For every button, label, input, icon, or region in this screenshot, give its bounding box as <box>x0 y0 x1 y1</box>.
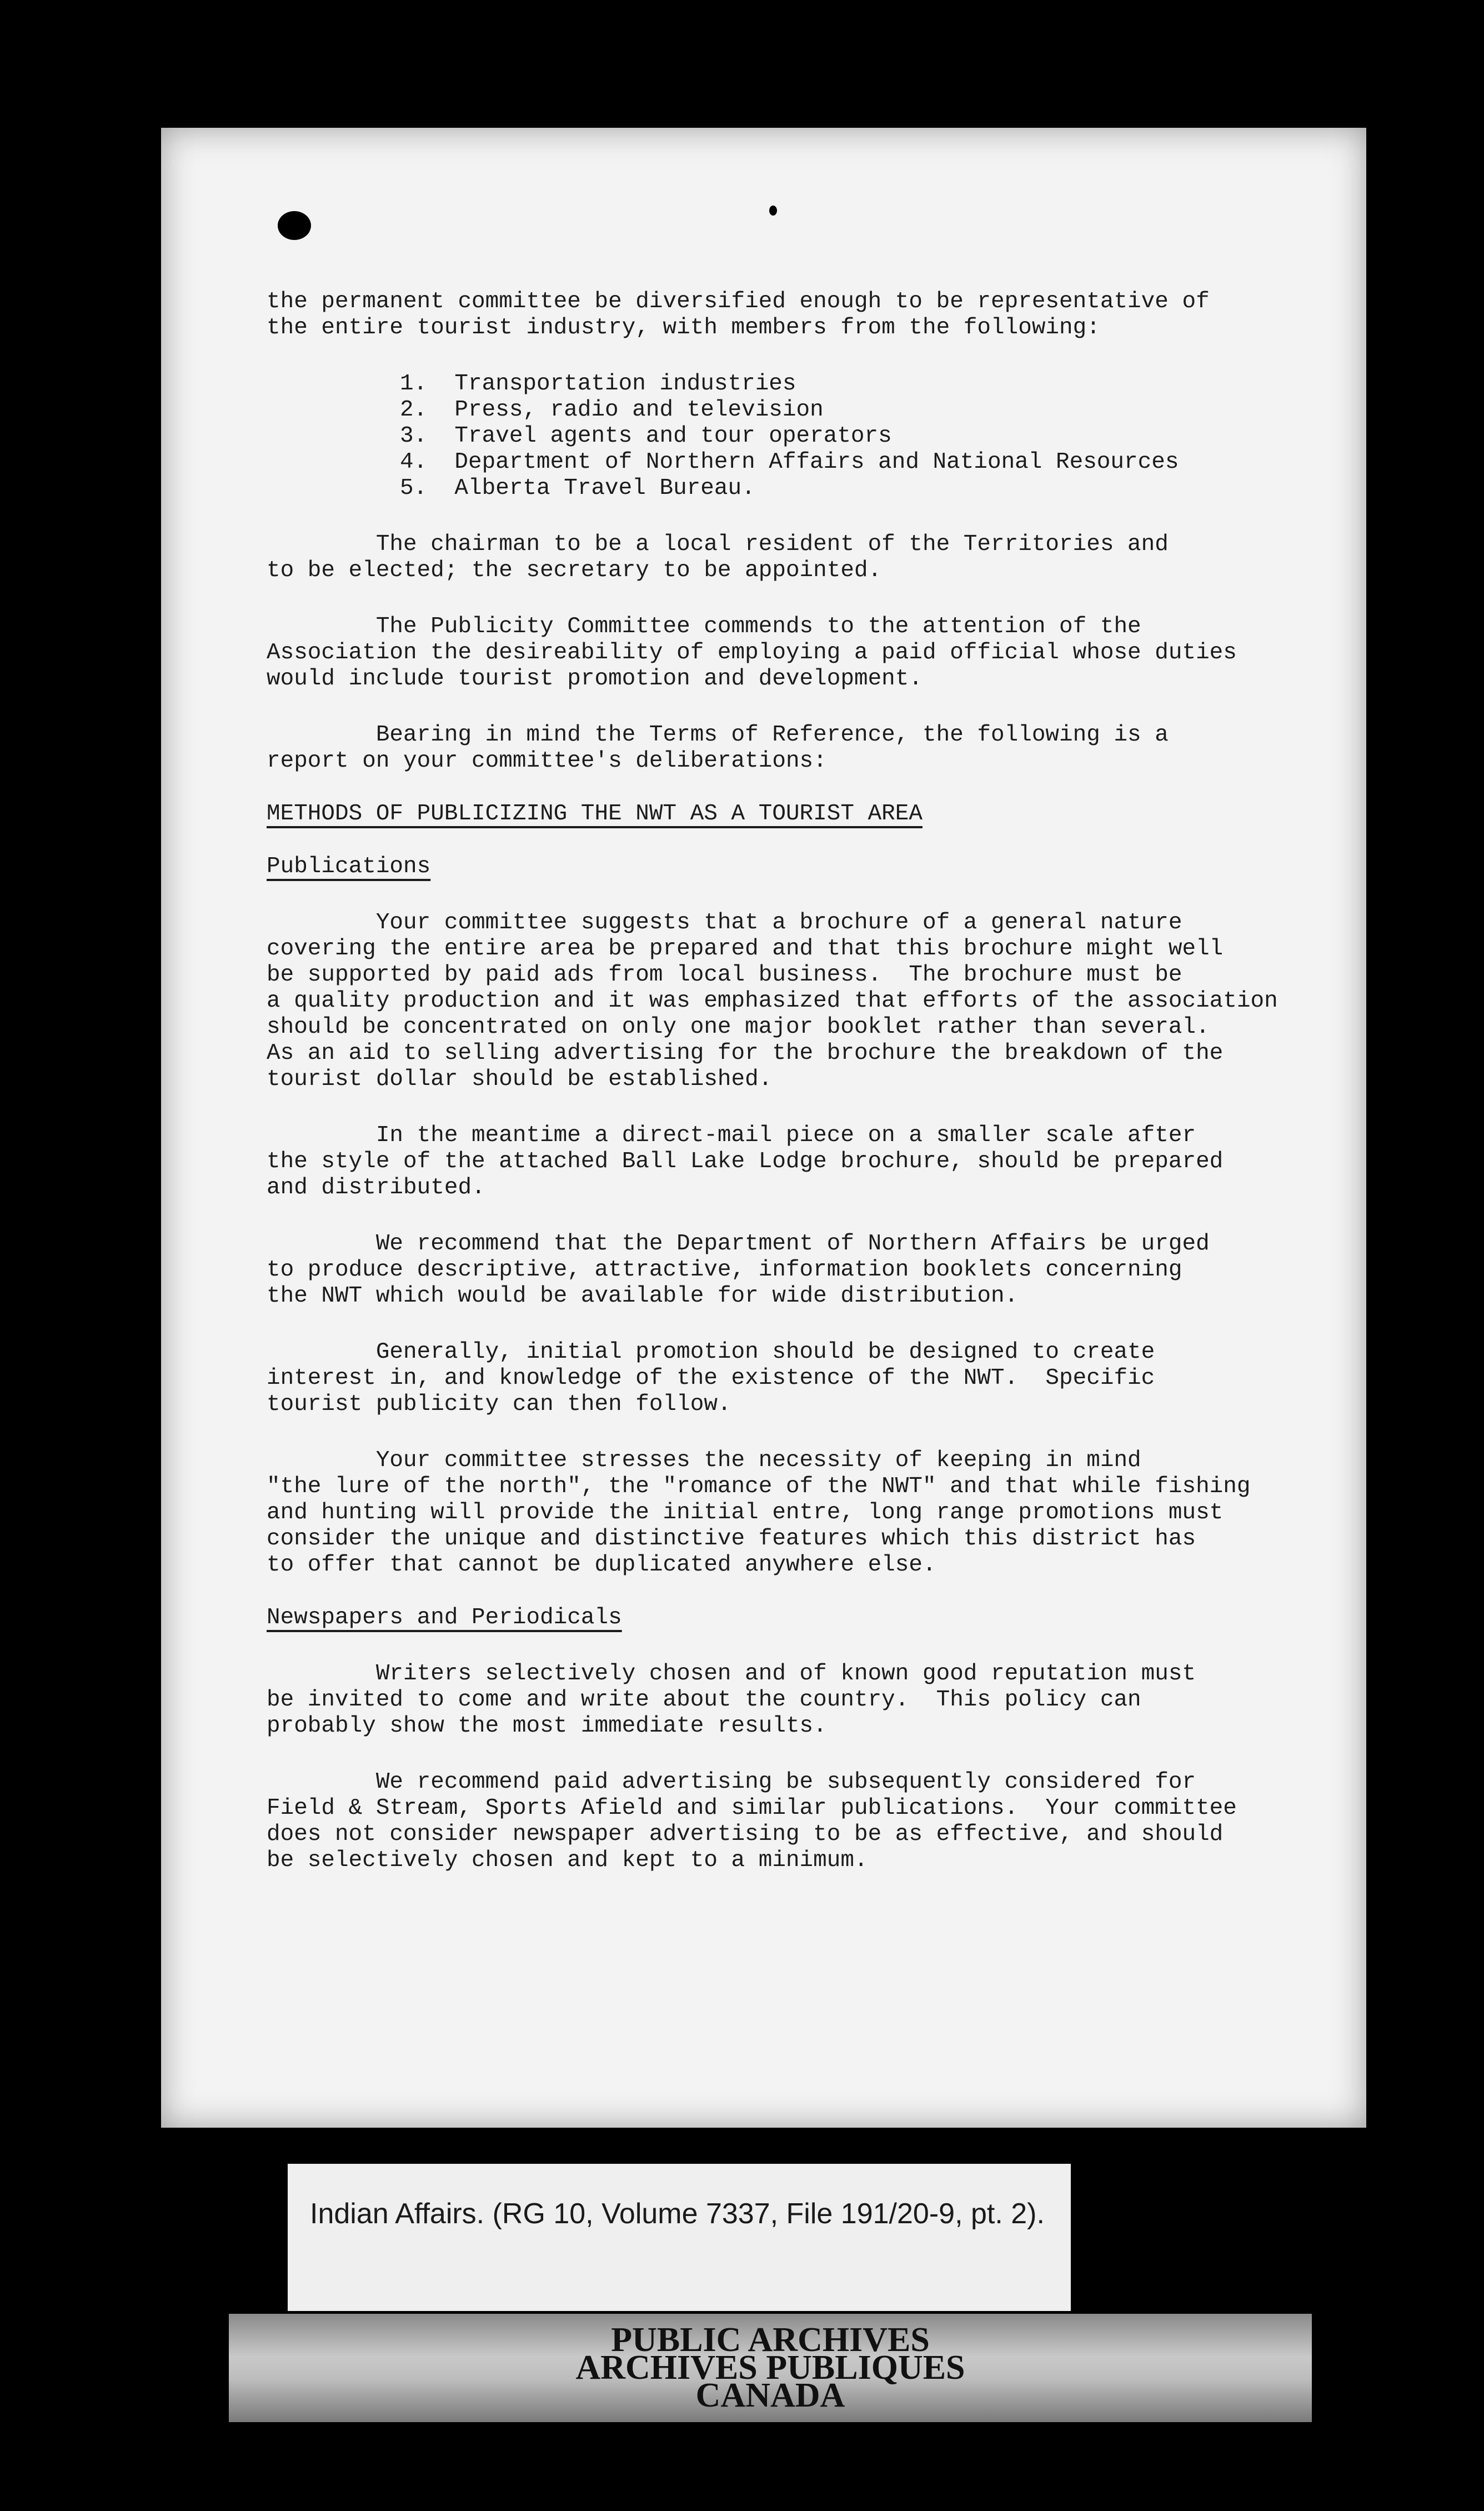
stamp-line-french: ARCHIVES PUBLIQUES <box>575 2349 965 2387</box>
list-item: 3. Travel agents and tour operators <box>400 423 892 449</box>
stamp-line-country: CANADA <box>695 2377 845 2414</box>
section-heading-methods: METHODS OF PUBLICIZING THE NWT AS A TOURIST AREA <box>267 801 923 827</box>
list-item: 4. Department of Northern Affairs and National Resources <box>400 449 1179 475</box>
paragraph-generally: Generally, initial promotion should be designed to create interest in, and knowledge of the existence of the NWT. Specific tourist publicity can then follow. <box>267 1339 1155 1417</box>
subheading-newspapers: Newspapers and Periodicals <box>267 1605 622 1630</box>
archive-reference-label <box>288 2164 1071 2311</box>
paragraph-intro: the permanent committee be diversified enough to be representative of the entire tourist industry, with members from the following: <box>267 289 1210 341</box>
margin-ink-dot <box>119 1039 147 1067</box>
ink-blot <box>278 211 311 240</box>
paragraph-brochure: Your committee suggests that a brochure of a general nature covering the entire area be prepared and that this brochure might well be supported by paid ads from local business. The brochure must be a quality production and it was emphasized that efforts of the association should be concentrated on only one major booklet rather than several. As an aid to selling advertising for the brochure the breakdown of the tourist dollar should be established. <box>267 910 1278 1092</box>
archives-stamp <box>229 2314 1312 2422</box>
document-page <box>161 128 1366 2128</box>
paragraph-meantime: In the meantime a direct-mail piece on a smaller scale after the style of the attached Ball Lake Lodge brochure, should be prepared and distributed. <box>267 1123 1224 1201</box>
paragraph-bearing: Bearing in mind the Terms of Reference, the following is a report on your committee's deliberations: <box>267 722 1169 774</box>
ink-dot <box>769 206 777 216</box>
subheading-publications: Publications <box>267 854 431 879</box>
document-body <box>267 289 1311 1874</box>
paragraph-paid-advertising: We recommend paid advertising be subsequently considered for Field & Stream, Sports Afield and similar publications. Your committee does not consider newspaper advertising to be as effective, and should be selectively chosen and kept to a minimum. <box>267 1769 1237 1873</box>
list-item: 1. Transportation industries <box>400 371 796 397</box>
paragraph-stresses: Your committee stresses the necessity of keeping in mind "the lure of the north", the "romance of the NWT" and that while fishing and hunting will provide the initial entre, long range promotions must consider the unique and distinctive features which this district has to offer that cannot be duplicated anywhere else. <box>267 1448 1251 1578</box>
list-item: 5. Alberta Travel Bureau. <box>400 476 755 501</box>
paragraph-chairman: The chairman to be a local resident of the Territories and to be elected; the secretary to be appointed. <box>267 532 1169 583</box>
list-item: 2. Press, radio and television <box>400 397 824 423</box>
archive-reference-text: Indian Affairs. (RG 10, Volume 7337, File 191/20-9, pt. 2). <box>310 2198 1045 2230</box>
paragraph-writers: Writers selectively chosen and of known good reputation must be invited to come and write about the country. This policy can probably show the most immediate results. <box>267 1661 1196 1739</box>
stamp-line-english: PUBLIC ARCHIVES <box>611 2321 930 2359</box>
paragraph-recommend: We recommend that the Department of Northern Affairs be urged to produce descriptive, attractive, information booklets concerning the NWT which would be available for wide distribution. <box>267 1231 1210 1309</box>
member-list <box>400 371 1311 502</box>
paragraph-publicity: The Publicity Committee commends to the attention of the Association the desireability of employing a paid official whose duties would include tourist promotion and development. <box>267 614 1237 692</box>
